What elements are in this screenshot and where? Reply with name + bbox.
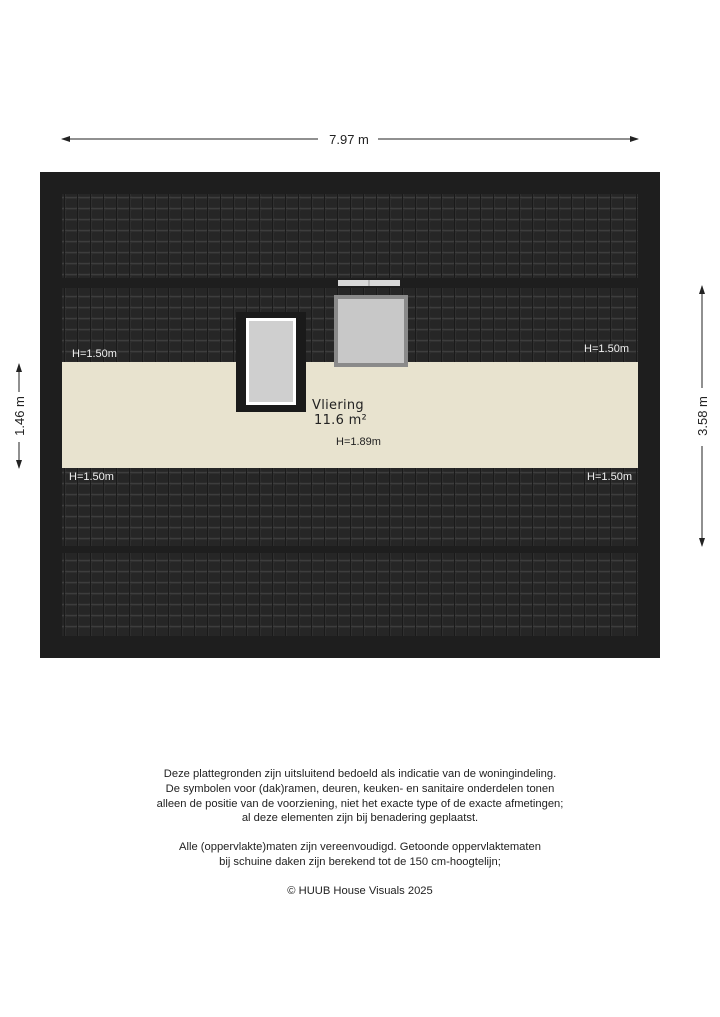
room-name: Vliering: [312, 398, 364, 413]
dimension-top: [61, 132, 639, 147]
height-label-lower-left: H=1.50m: [69, 471, 114, 483]
disclaimer-line: bij schuine daken zijn berekend tot de 150 cm-hoogtelijn;: [219, 855, 501, 868]
disclaimer-line: alleen de positie van de voorziening, niet het exacte type of de exacte afmetingen;: [156, 797, 564, 810]
dimension-right: [695, 285, 710, 547]
disclaimer-line: al deze elementen zijn bij benadering geplaatst.: [241, 812, 479, 825]
roof-tiles-bottom: [62, 553, 638, 636]
room-height: H=1.89m: [336, 436, 381, 448]
disclaimer-line: Deze plattegronden zijn uitsluitend bedoeld als indicatie van de woningindeling.: [163, 768, 557, 780]
room-area: 11.6 m²: [314, 413, 368, 428]
height-label-lower-right: H=1.50m: [587, 471, 632, 483]
dimension-left: [12, 363, 27, 469]
roof-hatch: [236, 312, 306, 412]
roof-tiles-top: [62, 194, 638, 278]
height-label-upper-right: H=1.50m: [584, 343, 629, 355]
disclaimer-line: Alle (oppervlakte)maten zijn vereenvoudigd. Getoonde oppervlaktematen: [179, 841, 541, 854]
dimension-left-label: 1.46 m: [12, 396, 27, 436]
roof-tiles-lower: [62, 468, 638, 546]
height-label-upper-left: H=1.50m: [72, 348, 117, 360]
disclaimer-line: De symbolen voor (dak)ramen, deuren, keuken- en sanitaire onderdelen tonen: [165, 782, 555, 795]
copyright: © HUUB House Visuals 2025: [287, 884, 433, 897]
dimension-right-label: 3.58 m: [695, 396, 710, 436]
dimension-top-label: 7.97 m: [329, 132, 369, 147]
disclaimer: [0, 767, 720, 899]
